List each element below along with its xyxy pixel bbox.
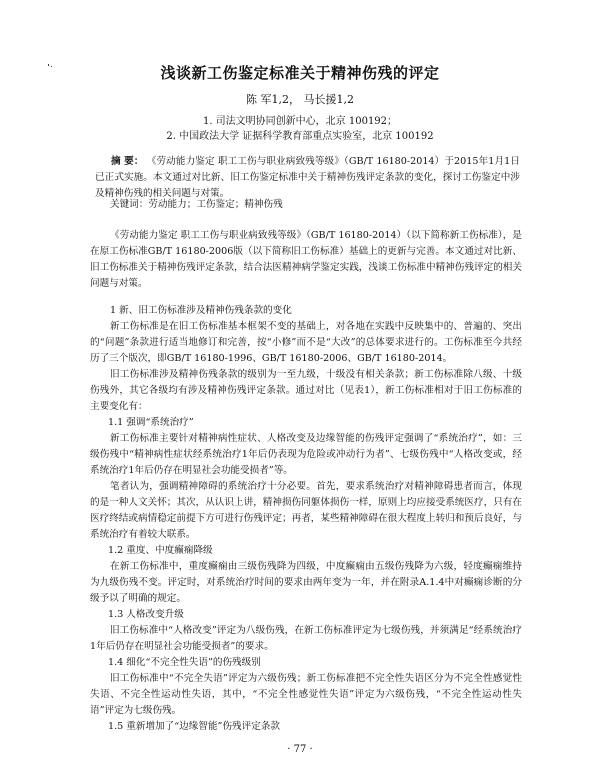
- subsection-heading: 1.4 细化“不完全性失语”的伤残级别: [108, 657, 261, 668]
- affiliation-2: 2. 中国政法大学 证据科学教育部重点实验室，北京 100192: [166, 131, 434, 142]
- authors: 陈 军1,2， 马长援1,2: [246, 93, 354, 106]
- subsection-heading: 1.3 人格改变升级: [108, 609, 184, 620]
- subsection-heading: 1.1 强调“系统治疗”: [108, 417, 194, 428]
- subsection-heading: 1.2 重度、中度癫痫降级: [108, 545, 213, 556]
- paragraph: 旧工伤标准中“人格改变”评定为八级伤残，在新工伤标准评定为七级伤残，并须满足“经系统治疗1年后仍存在明显社会功能受损者”的要求。: [90, 625, 522, 652]
- abstract-label: 摘 要：: [111, 156, 144, 167]
- keywords-text: 劳动能力；工伤鉴定；精神伤残: [148, 199, 283, 210]
- abstract: [95, 154, 520, 202]
- keywords: [110, 196, 283, 210]
- paragraph: 新工伤标准主要针对精神病性症状、人格改变及边缘智能的伤残评定强调了“系统治疗”，如：三级伤残中“精神病性症状经系统治疗1年后仍表现为危险或冲动行为者”、七级伤残中“人格改变或，经系统治疗1年后仍存在明显社会功能受损者”等。: [90, 433, 522, 476]
- paragraph: 笔者认为，强调精神障碍的系统治疗十分必要。首先，要求系统治疗对精神障碍患者而言，体现的是一种人文关怀；其次，从认识上讲，精神损伤同躯体损伤一样，原则上均应接受系统医疗，只有在医疗终结或病情稳定前提下方可进行伤残评定；再者，某些精神障碍在很大程度上转归和预后良好，与系统治疗有着较大联系。: [90, 481, 522, 540]
- section-heading: 1 新、旧工伤标准涉及精神伤残条款的变化: [110, 305, 292, 316]
- keywords-label: 关键词：: [110, 199, 149, 210]
- paragraph: 在新工伤标准中，重度癫痫由三级伤残降为四级，中度癫痫由五级伤残降为六级，轻度癫痫维持为九级伤残不变。评定时，对系统治疗时间的要求由两年变为一年，并在附录A.1.4中对癫痫诊断的分级予以了明确的规定。: [90, 561, 522, 604]
- subsection-heading: 1.5 重新增加了“边缘智能”伤残评定条款: [108, 721, 281, 732]
- paragraph: 新工伤标准是在旧工伤标准基本框架不变的基础上，对各地在实践中反映集中的、普遍的、突出的“问题”条款进行适当地修订和完善，按“小修”而不是“大改”的总体要求进行的。工伤标准至今共经历了三个版次，即GB/T 16180-1996、GB/T 16180-2006、GB/T 16180-2014。: [90, 321, 522, 364]
- page-number: · 77 ·: [287, 744, 313, 755]
- article-title: 浅谈新工伤鉴定标准关于精神伤残的评定: [160, 64, 440, 82]
- abstract-text: 《劳动能力鉴定 职工工伤与职业病致残等级》（GB/T 16180-2014）于2015年1月1日已正式实施。本文通过对比新、旧工伤鉴定标准中关于精神伤残评定条款的变化，探讨工伤鉴定中涉及精神伤残的相关问题与对策。: [95, 156, 520, 199]
- paragraph: 旧工伤标准涉及精神伤残条款的级别为一至九级，十级没有相关条款；新工伤标准除八级、十级伤残外，其它各级均有涉及精神伤残评定条款。通过对比（见表1），新工伤标准相对于旧工伤标准的主要变化有：: [90, 369, 522, 412]
- paragraph: 旧工伤标准中“不完全失语”评定为六级伤残；新工伤标准把不完全性失语区分为不完全性感觉性失语、不完全性运动性失语，其中，“不完全性感觉性失语”评定为六级伤残，“不完全性运动性失语”评定为七级伤残。: [90, 673, 522, 716]
- affiliation-1: 1. 司法文明协同创新中心，北京 100192；: [202, 116, 398, 127]
- intro-paragraph: 《劳动能力鉴定 职工工伤与职业病致残等级》（GB/T 16180-2014）（以下简称新工伤标准），是在原工伤标准GB/T 16180-2006版（以下简称旧工伤标准）基础上的更新与完善。本文通过对比新、旧工伤标准关于精神伤残评定条款，结合法医精神病学鉴定实践，浅谈工伤标准中精神伤残评定的相关问题与对策。: [90, 230, 522, 289]
- main-body: [90, 303, 522, 735]
- intro-block: [90, 228, 522, 292]
